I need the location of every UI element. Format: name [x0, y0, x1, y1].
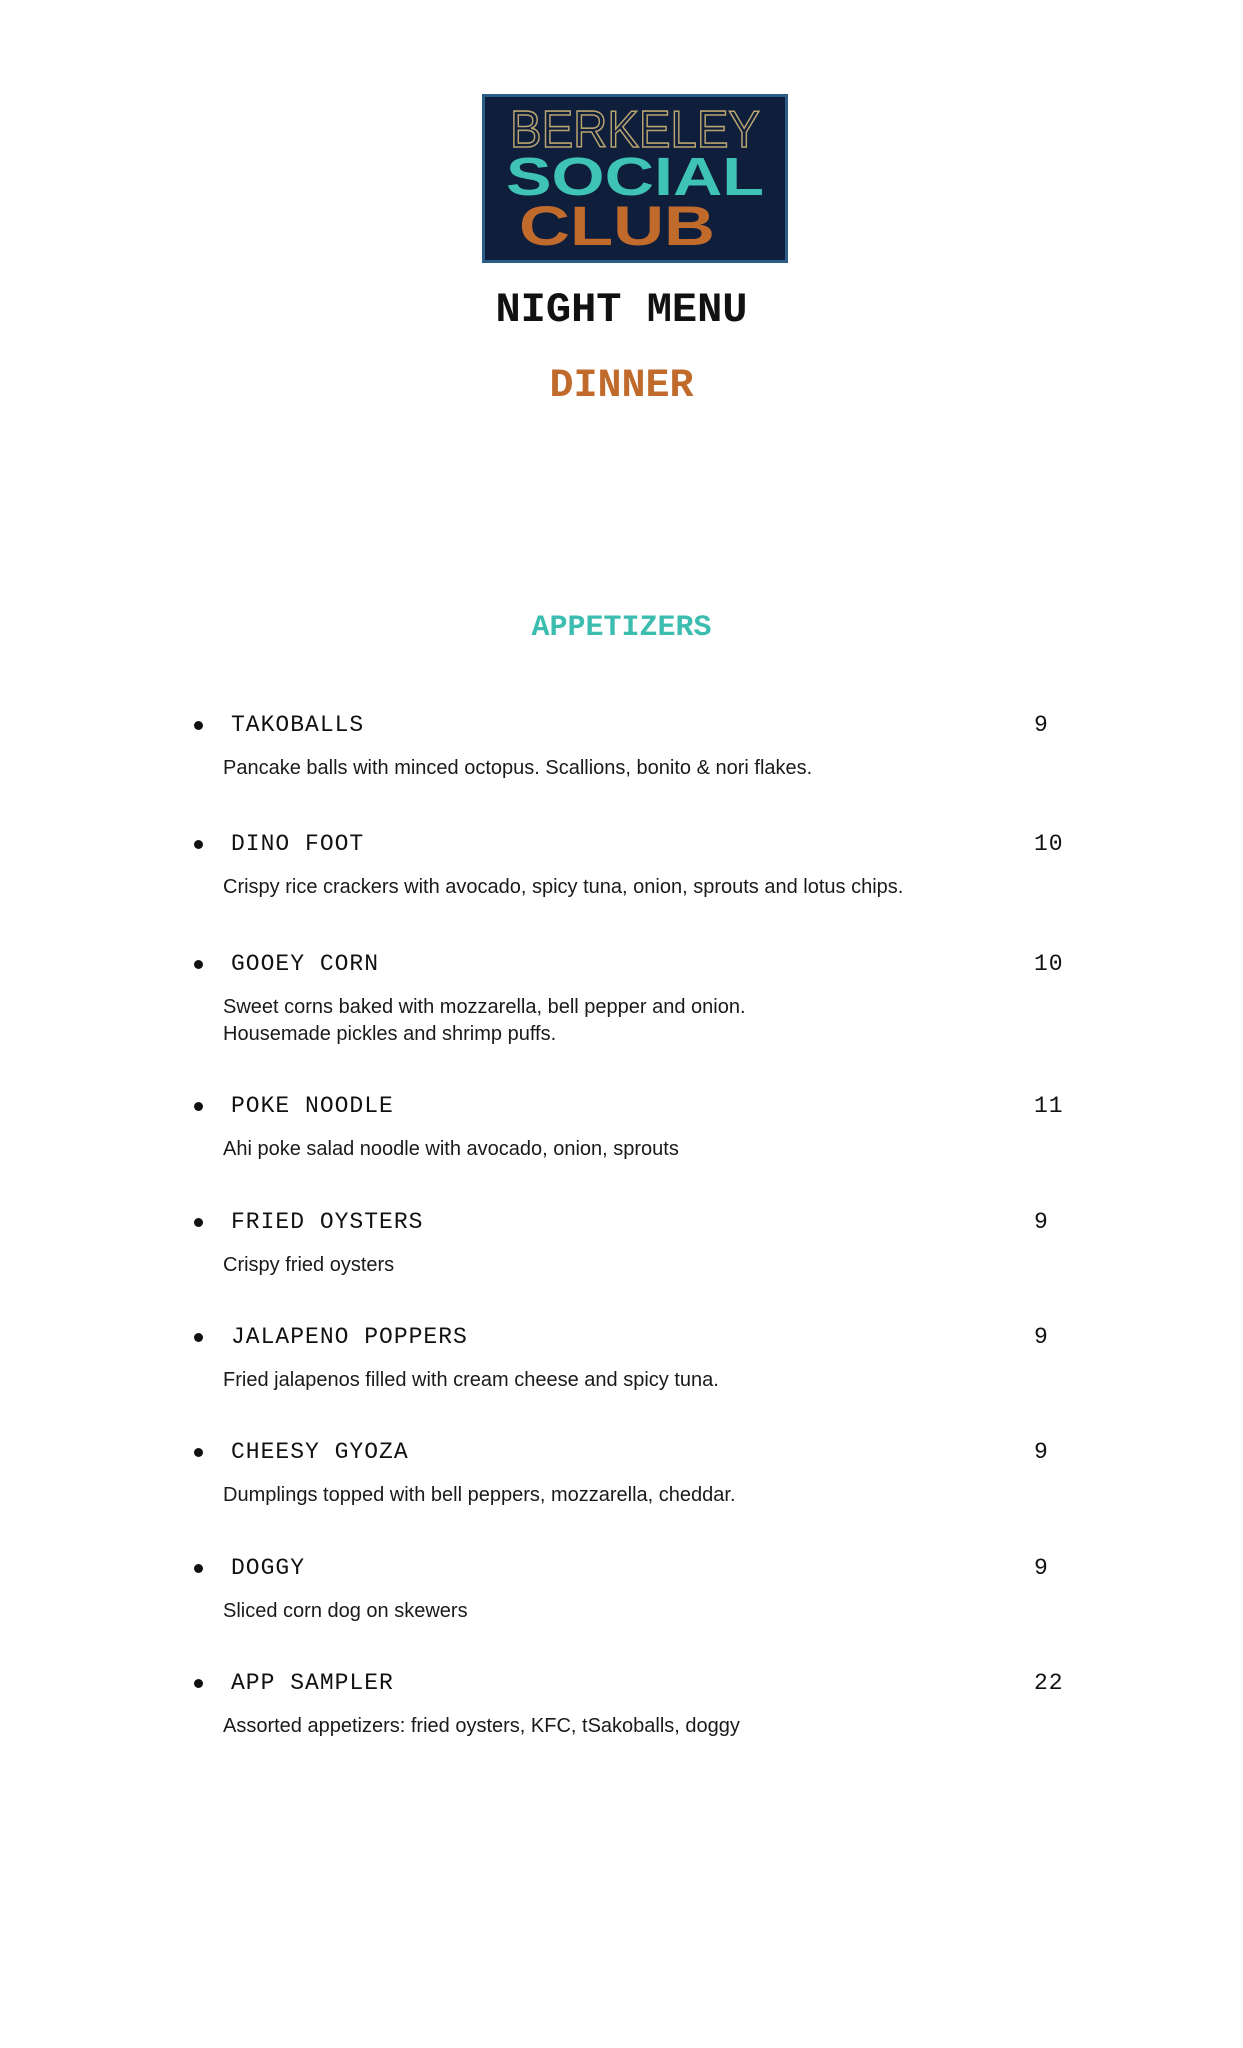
item-description: [223, 1713, 1083, 1740]
item-description: [223, 1252, 1083, 1279]
item-price: 10: [1034, 951, 1064, 977]
item-description-line: Sweet corns baked with mozzarella, bell pepper and onion.: [223, 996, 746, 1018]
item-name: JALAPENO POPPERS: [231, 1324, 468, 1350]
menu-item-jalapeno-poppers: [0, 1323, 1243, 1423]
item-description-line: Crispy fried oysters: [223, 1254, 395, 1276]
item-price: 9: [1034, 1555, 1049, 1581]
menu-subtitle: DINNER: [549, 364, 694, 409]
item-description: [223, 1598, 1083, 1625]
menu-item-poke-noodle: [0, 1092, 1243, 1192]
item-name: APP SAMPLER: [231, 1670, 394, 1696]
logo-line1: BERKELEY: [510, 101, 760, 159]
bullet: [194, 721, 203, 730]
item-name: TAKOBALLS: [231, 712, 365, 738]
bullet: [194, 1102, 203, 1111]
item-name: CHEESY GYOZA: [231, 1439, 409, 1465]
logo-line3: CLUB: [519, 194, 715, 257]
bullet: [194, 840, 203, 849]
item-price: 9: [1034, 1439, 1049, 1465]
item-name: DINO FOOT: [231, 831, 365, 857]
item-name: POKE NOODLE: [231, 1093, 394, 1119]
menu-item-doggy: [0, 1554, 1243, 1654]
item-price: 22: [1034, 1670, 1064, 1696]
menu-item-gooey-corn: [0, 950, 1243, 1050]
item-description-line: Dumplings topped with bell peppers, mozzarella, cheddar.: [223, 1484, 736, 1506]
item-description: [223, 1482, 1083, 1509]
menu-item-cheesy-gyoza: [0, 1438, 1243, 1538]
menu-item-fried-oysters: [0, 1208, 1243, 1308]
item-price: 9: [1034, 1324, 1049, 1350]
bullet: [194, 1333, 203, 1342]
item-price: 9: [1034, 712, 1049, 738]
bullet: [194, 1448, 203, 1457]
item-description-line: Pancake balls with minced octopus. Scallions, bonito & nori flakes.: [223, 757, 813, 779]
item-name: DOGGY: [231, 1555, 306, 1581]
item-price: 10: [1034, 831, 1064, 857]
item-description-line: Sliced corn dog on skewers: [223, 1600, 468, 1622]
item-description: [223, 874, 1083, 901]
item-description-line: Housemade pickles and shrimp puffs.: [223, 1023, 557, 1045]
logo: [482, 94, 788, 263]
bullet: [194, 1218, 203, 1227]
section-title: APPETIZERS: [531, 611, 712, 645]
bullet: [194, 960, 203, 969]
item-name: FRIED OYSTERS: [231, 1209, 424, 1235]
menu-title: NIGHT MENU: [495, 286, 748, 334]
item-description: [223, 1367, 1083, 1394]
menu-item-takoballs: [0, 711, 1243, 811]
bullet: [194, 1679, 203, 1688]
item-price: 11: [1034, 1093, 1064, 1119]
item-name: GOOEY CORN: [231, 951, 380, 977]
item-description-line: Fried jalapenos filled with cream cheese and spicy tuna.: [223, 1369, 719, 1391]
bullet: [194, 1564, 203, 1573]
item-description: [223, 1136, 1083, 1163]
item-price: 9: [1034, 1209, 1049, 1235]
item-description: [223, 755, 1083, 782]
item-description-line: Crispy rice crackers with avocado, spicy tuna, onion, sprouts and lotus chips.: [223, 876, 904, 898]
menu-item-dino-foot: [0, 830, 1243, 930]
item-description: [223, 994, 1083, 1048]
item-description-line: Assorted appetizers: fried oysters, KFC, tSakoballs, doggy: [223, 1715, 740, 1737]
logo-image: [485, 97, 785, 260]
menu-item-app-sampler: [0, 1669, 1243, 1769]
logo-line2: SOCIAL: [506, 147, 764, 207]
item-description-line: Ahi poke salad noodle with avocado, onion, sprouts: [223, 1138, 679, 1160]
